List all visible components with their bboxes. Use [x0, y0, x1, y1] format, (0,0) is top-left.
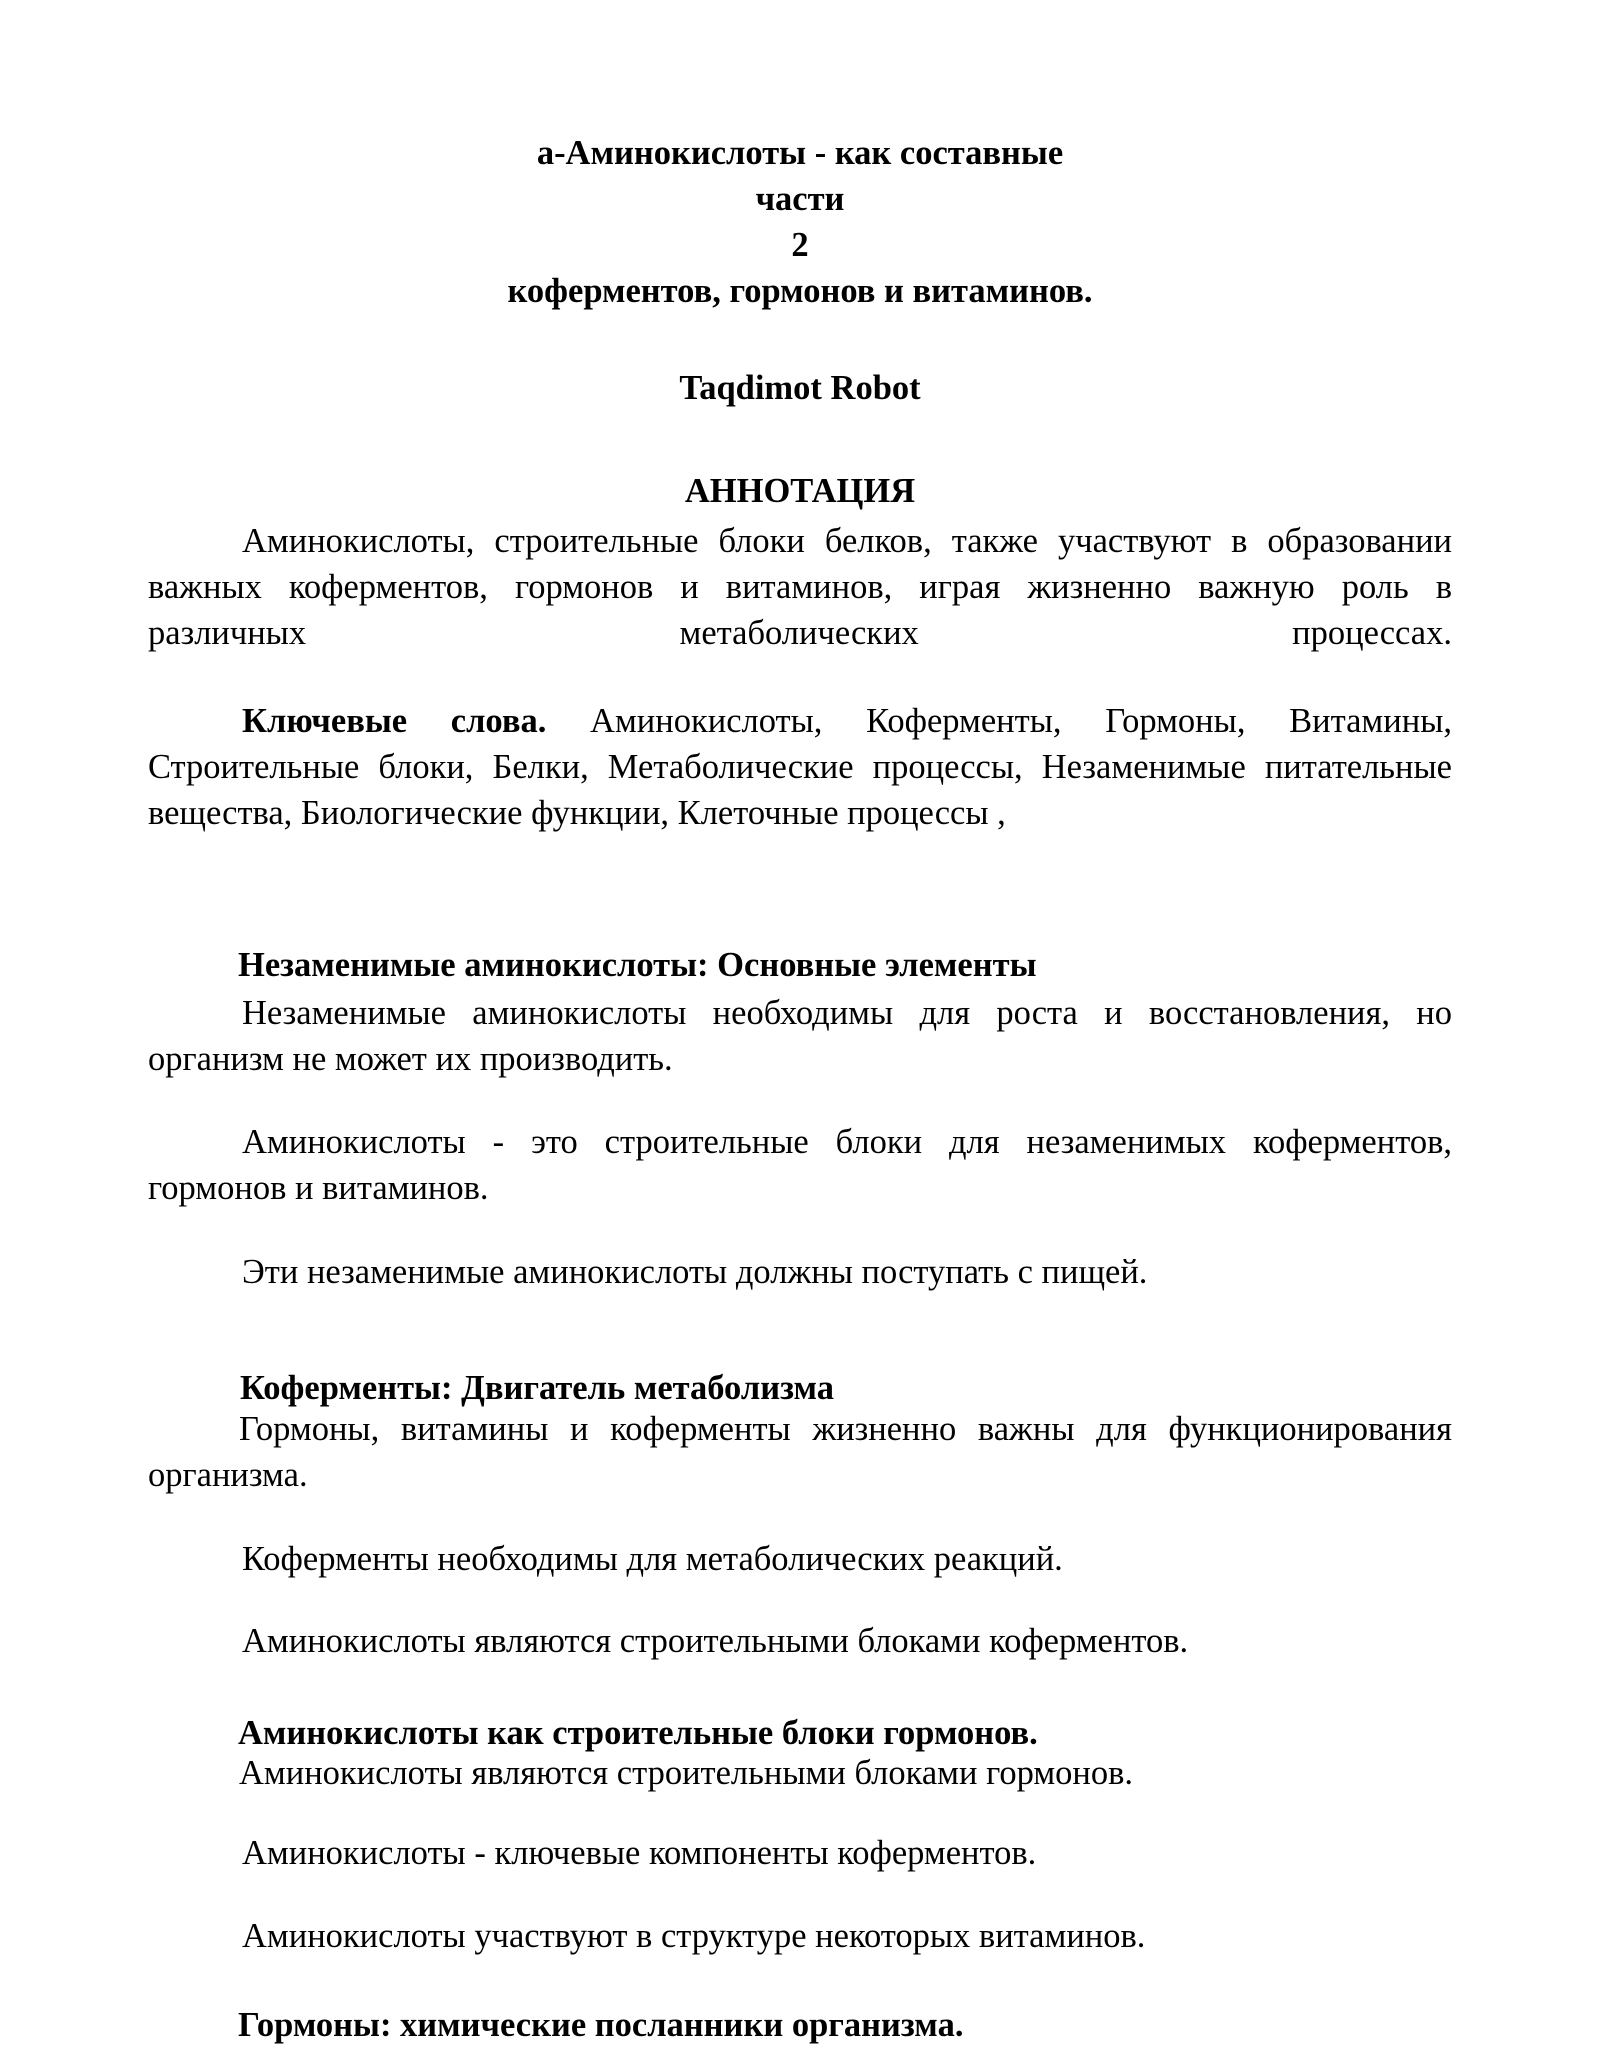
annotation-line-2-text: важных коферментов, гормонов и витаминов, играя жизненно важную роль в: [148, 568, 1452, 606]
title-line-2: части: [755, 180, 845, 218]
annotation-line-1-text: Аминокислоты, строительные блоки белков, также участвуют в образовании: [242, 522, 1452, 560]
section-heading-3: Аминокислоты как строительные блоки гормонов.: [238, 1714, 1038, 1752]
title-line-3: 2: [791, 226, 809, 264]
section-2-paragraph-1: Гормоны, витамины и коферменты жизненно важны для функционирования организма.: [148, 1410, 1452, 1494]
section-heading-1: Незаменимые аминокислоты: Основные элементы: [238, 946, 1037, 984]
annotation-word-3: процессах.: [1292, 614, 1452, 652]
section-heading-2: Коферменты: Двигатель метаболизма: [240, 1369, 834, 1407]
section-1-paragraph-1: Незаменимые аминокислоты необходимы для роста и восстановления, но организм не может их производить.: [148, 994, 1452, 1078]
annotation-line-3: [148, 610, 1452, 656]
title-line-4: коферментов, гормонов и витаминов.: [507, 272, 1093, 310]
keywords-label: Ключевые слова.: [242, 702, 547, 740]
section-1-paragraph-2: Аминокислоты - это строительные блоки для незаменимых коферментов, гормонов и витаминов.: [148, 1123, 1452, 1207]
annotation-line-1: [148, 518, 1452, 564]
section-3-paragraph-3: Аминокислоты участвуют в структуре некоторых витаминов.: [242, 1917, 1146, 1955]
section-2-paragraph-2: Коферменты необходимы для метаболических реакций.: [242, 1540, 1063, 1578]
title-line-1: а-Аминокислоты - как составные: [536, 134, 1064, 172]
section-3-paragraph-2: Аминокислоты - ключевые компоненты коферментов.: [242, 1834, 1037, 1872]
section-1-paragraph-3: Эти незаменимые аминокислоты должны поступать с пищей.: [242, 1253, 1148, 1291]
annotation-heading: АННОТАЦИЯ: [684, 472, 916, 510]
author: Taqdimot Robot: [679, 369, 921, 407]
section-3-paragraph-1: Аминокислоты являются строительными блоками гормонов.: [239, 1754, 1134, 1792]
section-2-paragraph-3: Аминокислоты являются строительными блоками коферментов.: [242, 1622, 1189, 1660]
annotation-word-2: метаболических: [679, 614, 919, 652]
keywords-paragraph: [148, 698, 1452, 836]
annotation-word-1: различных: [148, 614, 307, 652]
keywords-text: Аминокислоты, Коферменты, Гормоны, Витамины, Строительные блоки, Белки, Метаболические процессы, Незаменимые питательные вещества, Биологические функции, Клеточные процессы ,: [148, 702, 1452, 832]
section-heading-4: Гормоны: химические посланники организма.: [238, 2006, 964, 2044]
annotation-line-2: [148, 564, 1452, 610]
